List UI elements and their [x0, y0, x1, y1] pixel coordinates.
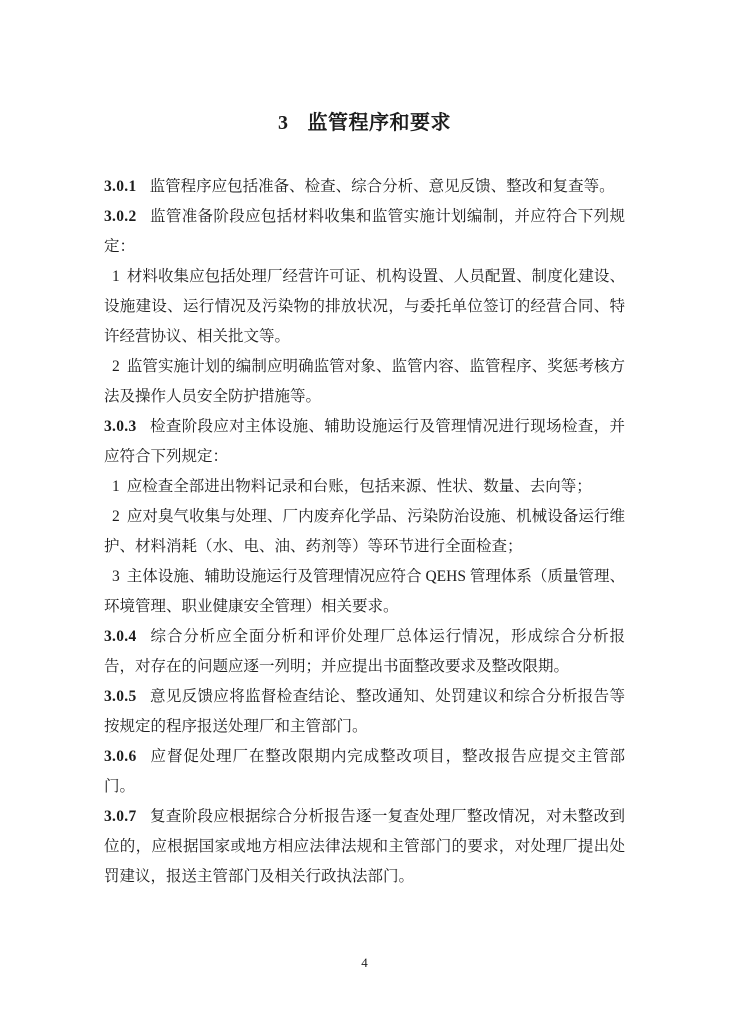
clause-text: 监管程序应包括准备、检查、综合分析、意见反馈、整改和复查等。: [149, 178, 615, 195]
clause-number: 2: [112, 358, 120, 375]
clause-paragraph: [104, 172, 625, 202]
clause-text: 检查阶段应对主体设施、辅助设施运行及管理情况进行现场检查，并应符合下列规定：: [104, 418, 625, 465]
clause-number: 1: [112, 478, 120, 495]
sub-item-paragraph: [104, 472, 625, 502]
clause-number: 3.0.4: [104, 628, 137, 645]
sub-item-paragraph: [104, 262, 625, 352]
clause-paragraph: [104, 682, 625, 742]
clause-text: 主体设施、辅助设施运行及管理情况应符合 QEHS 管理体系（质量管理、环境管理、职业健康安全管理）相关要求。: [104, 568, 625, 615]
document-body: [104, 172, 625, 892]
section-title-text: 监管程序和要求: [307, 112, 451, 134]
clause-text: 综合分析应全面分析和评价处理厂总体运行情况，形成综合分析报告，对存在的问题应逐一列明；并应提出书面整改要求及整改限期。: [104, 628, 625, 675]
clause-text: 监管实施计划的编制应明确监管对象、监管内容、监管程序、奖惩考核方法及操作人员安全防护措施等。: [104, 358, 625, 405]
page-number: 4: [361, 955, 368, 970]
clause-number: 3.0.1: [104, 178, 137, 195]
clause-paragraph: [104, 622, 625, 682]
clause-number: 1: [112, 268, 120, 285]
sub-item-paragraph: [104, 502, 625, 562]
clause-paragraph: [104, 742, 625, 802]
clause-number: 3.0.2: [104, 208, 137, 225]
section-title: [0, 0, 729, 135]
clause-paragraph: [104, 202, 625, 262]
page-footer: [0, 955, 729, 971]
clause-text: 材料收集应包括处理厂经营许可证、机构设置、人员配置、制度化建设、设施建设、运行情况及污染物的排放状况，与委托单位签订的经营合同、特许经营协议、相关批文等。: [104, 268, 625, 345]
clause-text: 意见反馈应将监督检查结论、整改通知、处罚建议和综合分析报告等按规定的程序报送处理厂和主管部门。: [104, 688, 625, 735]
clause-number: 3.0.6: [104, 748, 137, 765]
clause-text: 应对臭气收集与处理、厂内废弃化学品、污染防治设施、机械设备运行维护、材料消耗（水、电、油、药剂等）等环节进行全面检查；: [104, 508, 625, 555]
section-number: 3: [278, 112, 289, 134]
clause-number: 3: [112, 568, 120, 585]
clause-text: 应督促处理厂在整改限期内完成整改项目，整改报告应提交主管部门。: [104, 748, 625, 795]
clause-number: 2: [112, 508, 120, 525]
clause-text: 监管准备阶段应包括材料收集和监管实施计划编制，并应符合下列规定：: [104, 208, 625, 255]
clause-number: 3.0.7: [104, 808, 137, 825]
clause-paragraph: [104, 412, 625, 472]
clause-text: 应检查全部进出物料记录和台账，包括来源、性状、数量、去向等；: [126, 478, 592, 495]
clause-number: 3.0.5: [104, 688, 137, 705]
clause-paragraph: [104, 802, 625, 892]
sub-item-paragraph: [104, 352, 625, 412]
sub-item-paragraph: [104, 562, 625, 622]
clause-text: 复查阶段应根据综合分析报告逐一复查处理厂整改情况，对未整改到位的，应根据国家或地方相应法律法规和主管部门的要求，对处理厂提出处罚建议，报送主管部门及相关行政执法部门。: [104, 808, 625, 885]
clause-number: 3.0.3: [104, 418, 137, 435]
